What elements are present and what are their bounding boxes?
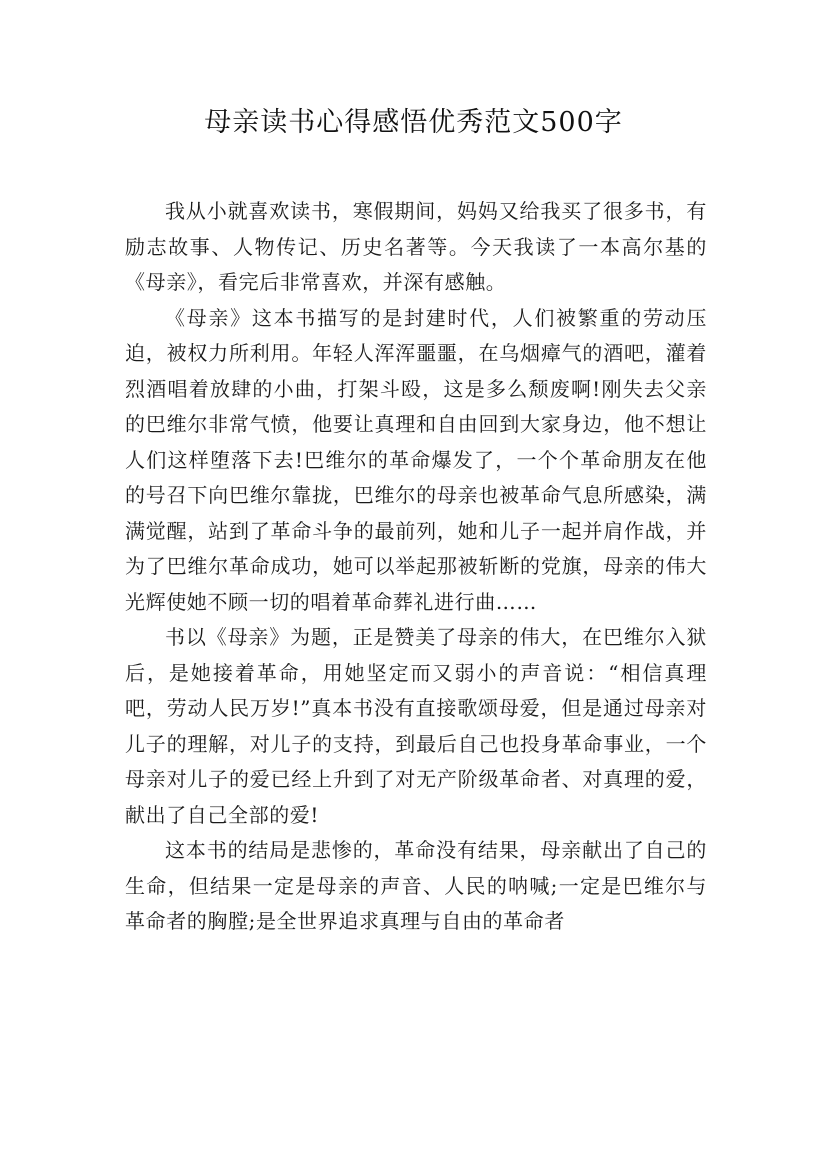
paragraph-2: 《母亲》这本书描写的是封建时代，人们被繁重的劳动压迫，被权力所利用。年轻人浑浑噩噩，在乌烟瘴气的酒吧，灌着烈酒唱着放肆的小曲，打架斗殴，这是多么颓废啊!刚失去父亲的巴维尔非常气愤，他要让真理和自由回到大家身边，他不想让人们这样堕落下去!巴维尔的革命爆发了，一个个革命朋友在他的号召下向巴维尔靠拢，巴维尔的母亲也被革命气息所感染，满满觉醒，站到了革命斗争的最前列，她和儿子一起并肩作战，并为了巴维尔革命成功，她可以举起那被斩断的党旗，母亲的伟大光辉使她不顾一切的唱着革命葬礼进行曲…… xyxy=(125,305,707,614)
document-title: 母亲读书心得感悟优秀范文500字 xyxy=(204,107,623,138)
paragraph-1: 我从小就喜欢读书，寒假期间，妈妈又给我买了很多书，有励志故事、人物传记、历史名著等。今天我读了一本高尔基的《母亲》，看完后非常喜欢，并深有感触。 xyxy=(125,199,707,294)
paragraph-3: 书以《母亲》为题，正是赞美了母亲的伟大，在巴维尔入狱后，是她接着革命，用她坚定而又弱小的声音说：“相信真理吧，劳动人民万岁!”真本书没有直接歌颂母爱，但是通过母亲对儿子的理解，对儿子的支持，到最后自己也投身革命事业，一个母亲对儿子的爱已经上升到了对无产阶级革命者、对真理的爱，献出了自己全部的爱! xyxy=(125,625,707,827)
paragraph-4: 这本书的结局是悲惨的，革命没有结果，母亲献出了自己的生命，但结果一定是母亲的声音、人民的呐喊;一定是巴维尔与革命者的胸膛;是全世界追求真理与自由的革命者 xyxy=(125,838,707,933)
document-body xyxy=(125,194,707,940)
